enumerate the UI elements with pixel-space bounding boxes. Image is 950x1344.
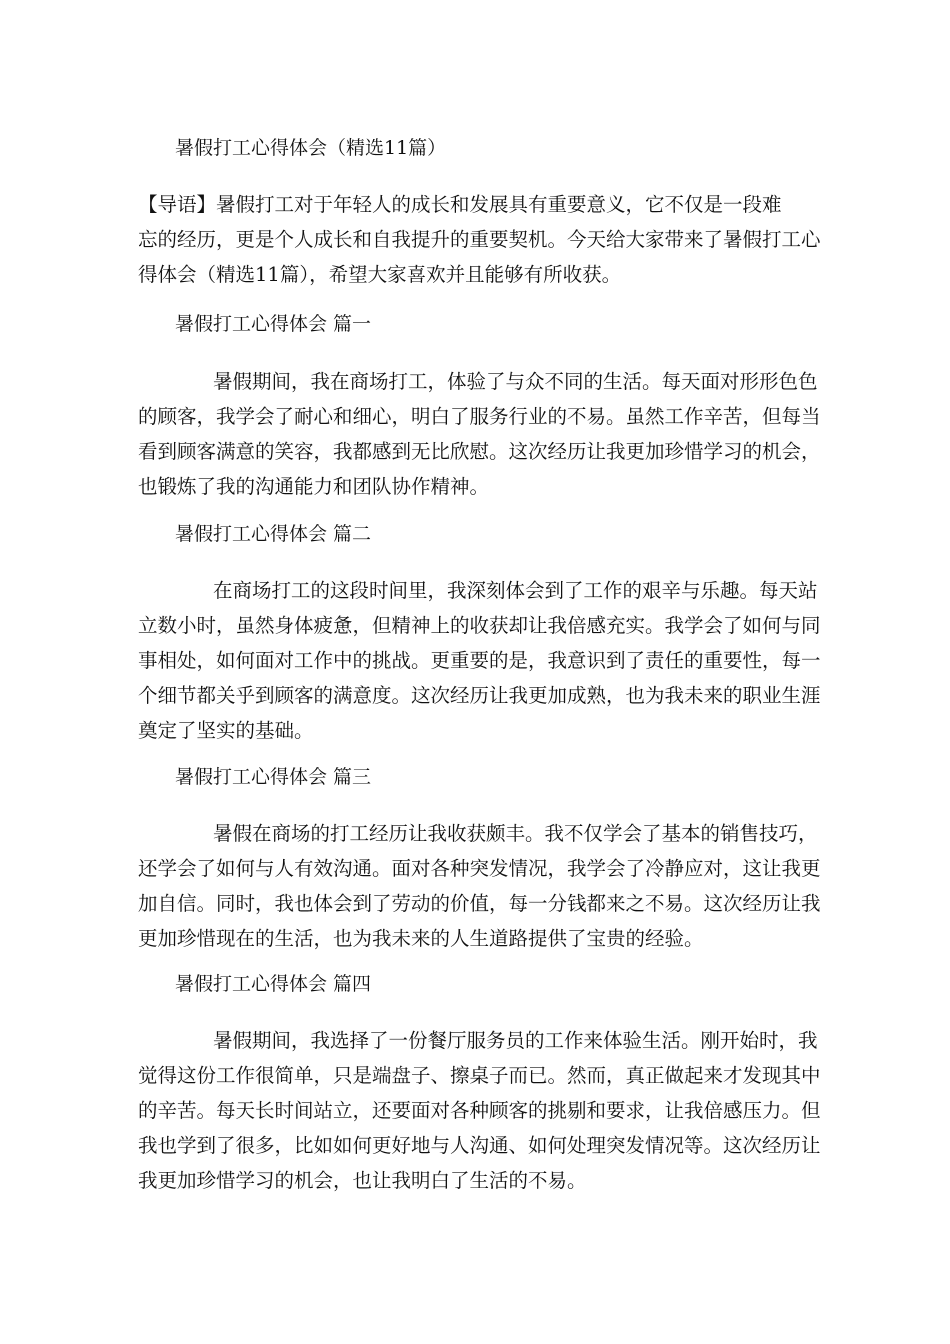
paragraph-line: 的辛苦。每天长时间站立，还要面对各种顾客的挑剔和要求，让我倍感压力。但 (138, 1099, 821, 1122)
paragraph-line: 暑假在商场的打工经历让我收获颇丰。我不仅学会了基本的销售技巧， (213, 822, 818, 845)
section-heading: 暑假打工心得体会 篇一 (175, 313, 372, 335)
paragraph-line: 事相处，如何面对工作中的挑战。更重要的是，我意识到了责任的重要性，每一 (138, 649, 821, 672)
section-heading: 暑假打工心得体会 篇三 (175, 766, 372, 788)
section-paragraph (138, 573, 821, 748)
paragraph-line: 觉得这份工作很简单，只是端盘子、擦桌子而已。然而，真正做起来才发现其中 (138, 1064, 821, 1087)
section-paragraph (138, 364, 821, 504)
paragraph-line: 也锻炼了我的沟通能力和团队协作精神。 (138, 475, 490, 498)
paragraph-line: 更加珍惜现在的生活，也为我未来的人生道路提供了宝贵的经验。 (138, 927, 704, 950)
paragraph-line: 在商场打工的这段时间里，我深刻体会到了工作的艰辛与乐趣。每天站 (213, 579, 818, 602)
paragraph-line: 暑假期间，我在商场打工，体验了与众不同的生活。每天面对形形色色 (213, 370, 818, 393)
intro-line: 得体会（精选11篇），希望大家喜欢并且能够有所收获。 (138, 263, 622, 286)
paragraph-line: 我更加珍惜学习的机会，也让我明白了生活的不易。 (138, 1169, 587, 1192)
paragraph-line: 加自信。同时，我也体会到了劳动的价值，每一分钱都来之不易。这次经历让我 (138, 892, 821, 915)
intro-paragraph (138, 187, 821, 292)
section-paragraph (138, 816, 821, 956)
paragraph-line: 暑假期间，我选择了一份餐厅服务员的工作来体验生活。刚开始时，我 (213, 1029, 818, 1052)
paragraph-line: 我也学到了很多，比如如何更好地与人沟通、如何处理突发情况等。这次经历让 (138, 1134, 821, 1157)
section-heading: 暑假打工心得体会 篇二 (175, 523, 372, 545)
section-paragraph (138, 1023, 821, 1198)
paragraph-line: 看到顾客满意的笑容，我都感到无比欣慰。这次经历让我更加珍惜学习的机会， (138, 440, 821, 463)
paragraph-line: 立数小时，虽然身体疲惫，但精神上的收获却让我倍感充实。我学会了如何与同 (138, 614, 821, 637)
section-heading: 暑假打工心得体会 篇四 (175, 973, 372, 995)
intro-line: 忘的经历，更是个人成长和自我提升的重要契机。今天给大家带来了暑假打工心 (138, 228, 821, 251)
paragraph-line: 还学会了如何与人有效沟通。面对各种突发情况，我学会了冷静应对，这让我更 (138, 857, 821, 880)
intro-line: 【导语】暑假打工对于年轻人的成长和发展具有重要意义，它不仅是一段难 (138, 193, 782, 216)
document-title: 暑假打工心得体会（精选11篇） (175, 137, 447, 159)
paragraph-line: 个细节都关乎到顾客的满意度。这次经历让我更加成熟，也为我未来的职业生涯 (138, 684, 821, 707)
paragraph-line: 奠定了坚实的基础。 (138, 719, 314, 742)
paragraph-line: 的顾客，我学会了耐心和细心，明白了服务行业的不易。虽然工作辛苦，但每当 (138, 405, 821, 428)
